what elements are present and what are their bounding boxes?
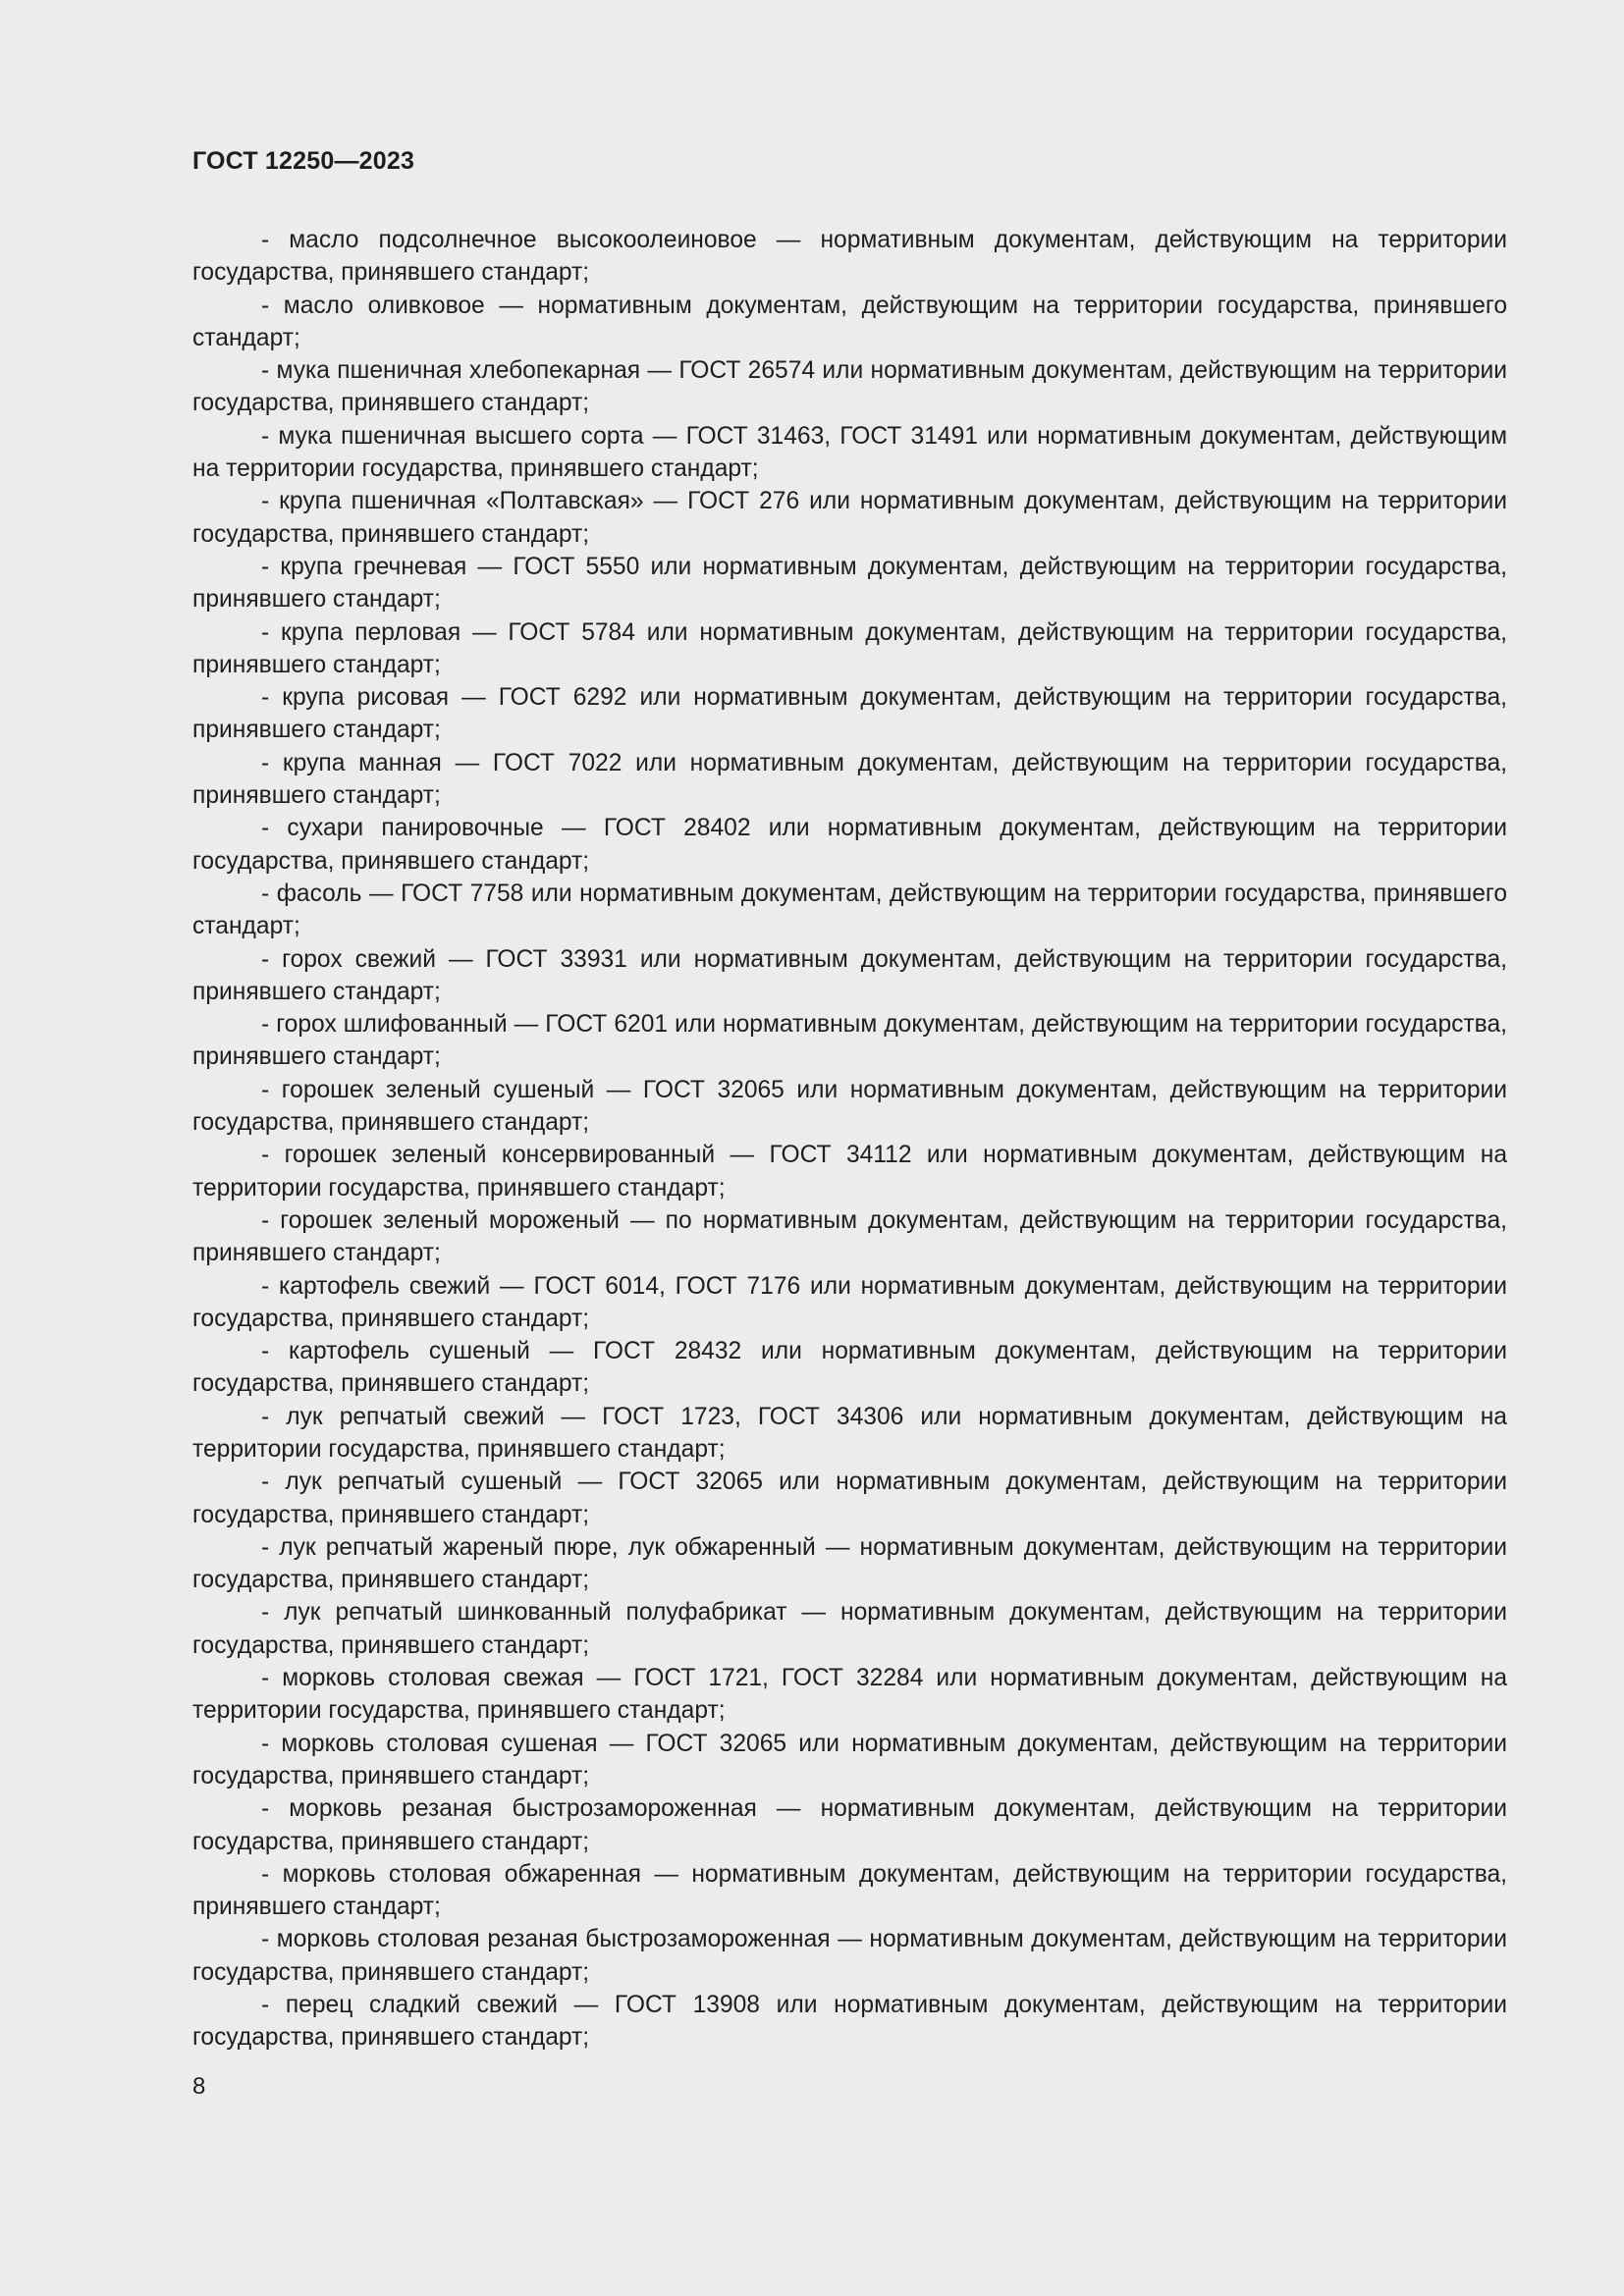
list-item: - мука пшеничная высшего сорта — ГОСТ 31463, ГОСТ 31491 или нормативным документам, действующим на территории государства, принявшего стандарт; [192,422,1507,483]
list-item: - перец сладкий свежий — ГОСТ 13908 или нормативным документам, действующим на территории государства, принявшего стандарт; [192,1992,1507,2052]
list-item: - крупа манная — ГОСТ 7022 или нормативным документам, действующим на территории государства, принявшего стандарт; [192,749,1507,810]
list-item: - крупа гречневая — ГОСТ 5550 или нормативным документам, действующим на территории государства, принявшего стандарт; [192,553,1507,614]
list-item: - картофель свежий — ГОСТ 6014, ГОСТ 7176 или нормативным документам, действующим на территории государства, принявшего стандарт; [192,1272,1507,1332]
list-item: - крупа пшеничная «Полтавская» — ГОСТ 276 или нормативным документам, действующим на территории государства, принявшего стандарт; [192,488,1507,548]
list-item: - сухари панировочные — ГОСТ 28402 или нормативным документам, действующим на территории государства, принявшего стандарт; [192,815,1507,875]
list-item: - фасоль — ГОСТ 7758 или нормативным документам, действующим на территории государства, принявшего стандарт; [192,880,1507,940]
list-item: - крупа рисовая — ГОСТ 6292 или нормативным документам, действующим на территории государства, принявшего стандарт; [192,684,1507,744]
list-item: - масло подсолнечное высокоолеиновое — нормативным документам, действующим на территории государства, принявшего стандарт; [192,227,1507,287]
list-item: - лук репчатый шинкованный полуфабрикат — нормативным документам, действующим на территории государства, принявшего стандарт; [192,1599,1507,1659]
list-item: - крупа перловая — ГОСТ 5784 или нормативным документам, действующим на территории государства, принявшего стандарт; [192,618,1507,678]
list-item: - горох свежий — ГОСТ 33931 или нормативным документам, действующим на территории государства, принявшего стандарт; [192,945,1507,1005]
list-item: - горошек зеленый мороженый — по нормативным документам, действующим на территории государства, принявшего стандарт; [192,1206,1507,1267]
list-item: - лук репчатый жареный пюре, лук обжаренный — нормативным документам, действующим на территории государства, принявшего стандарт; [192,1533,1507,1594]
list-item: - лук репчатый сушеный — ГОСТ 32065 или нормативным документам, действующим на территории государства, принявшего стандарт; [192,1468,1507,1528]
list-item: - морковь столовая резаная быстрозамороженная — нормативным документам, действующим на территории государства, принявшего стандарт; [192,1926,1507,1986]
ingredient-list [192,224,1507,2055]
document-header: ГОСТ 12250—2023 [192,147,415,175]
list-item: - горошек зеленый сушеный — ГОСТ 32065 или нормативным документам, действующим на территории государства, принявшего стандарт; [192,1076,1507,1137]
list-item: - горох шлифованный — ГОСТ 6201 или нормативным документам, действующим на территории государства, принявшего стандарт; [192,1011,1507,1071]
list-item: - горошек зеленый консервированный — ГОСТ 34112 или нормативным документам, действующим на территории государства, принявшего стандарт; [192,1142,1507,1201]
page-number: 8 [192,2073,206,2100]
list-item: - морковь столовая обжаренная — нормативным документам, действующим на территории государства, принявшего стандарт; [192,1860,1507,1921]
list-item: - лук репчатый свежий — ГОСТ 1723, ГОСТ 34306 или нормативным документам, действующим на территории государства, принявшего стандарт; [192,1403,1507,1463]
list-item: - морковь резаная быстрозамороженная — нормативным документам, действующим на территории государства, принявшего стандарт; [192,1795,1507,1855]
list-item: - масло оливковое — нормативным документам, действующим на территории государства, принявшего стандарт; [192,292,1507,351]
list-item: - мука пшеничная хлебопекарная — ГОСТ 26574 или нормативным документам, действующим на территории государства, принявшего стандарт; [192,357,1507,417]
list-item: - картофель сушеный — ГОСТ 28432 или нормативным документам, действующим на территории государства, принявшего стандарт; [192,1338,1507,1398]
list-item: - морковь столовая сушеная — ГОСТ 32065 или нормативным документам, действующим на территории государства, принявшего стандарт; [192,1730,1507,1789]
list-item: - морковь столовая свежая — ГОСТ 1721, ГОСТ 32284 или нормативным документам, действующим на территории государства, принявшего стандарт; [192,1665,1507,1725]
